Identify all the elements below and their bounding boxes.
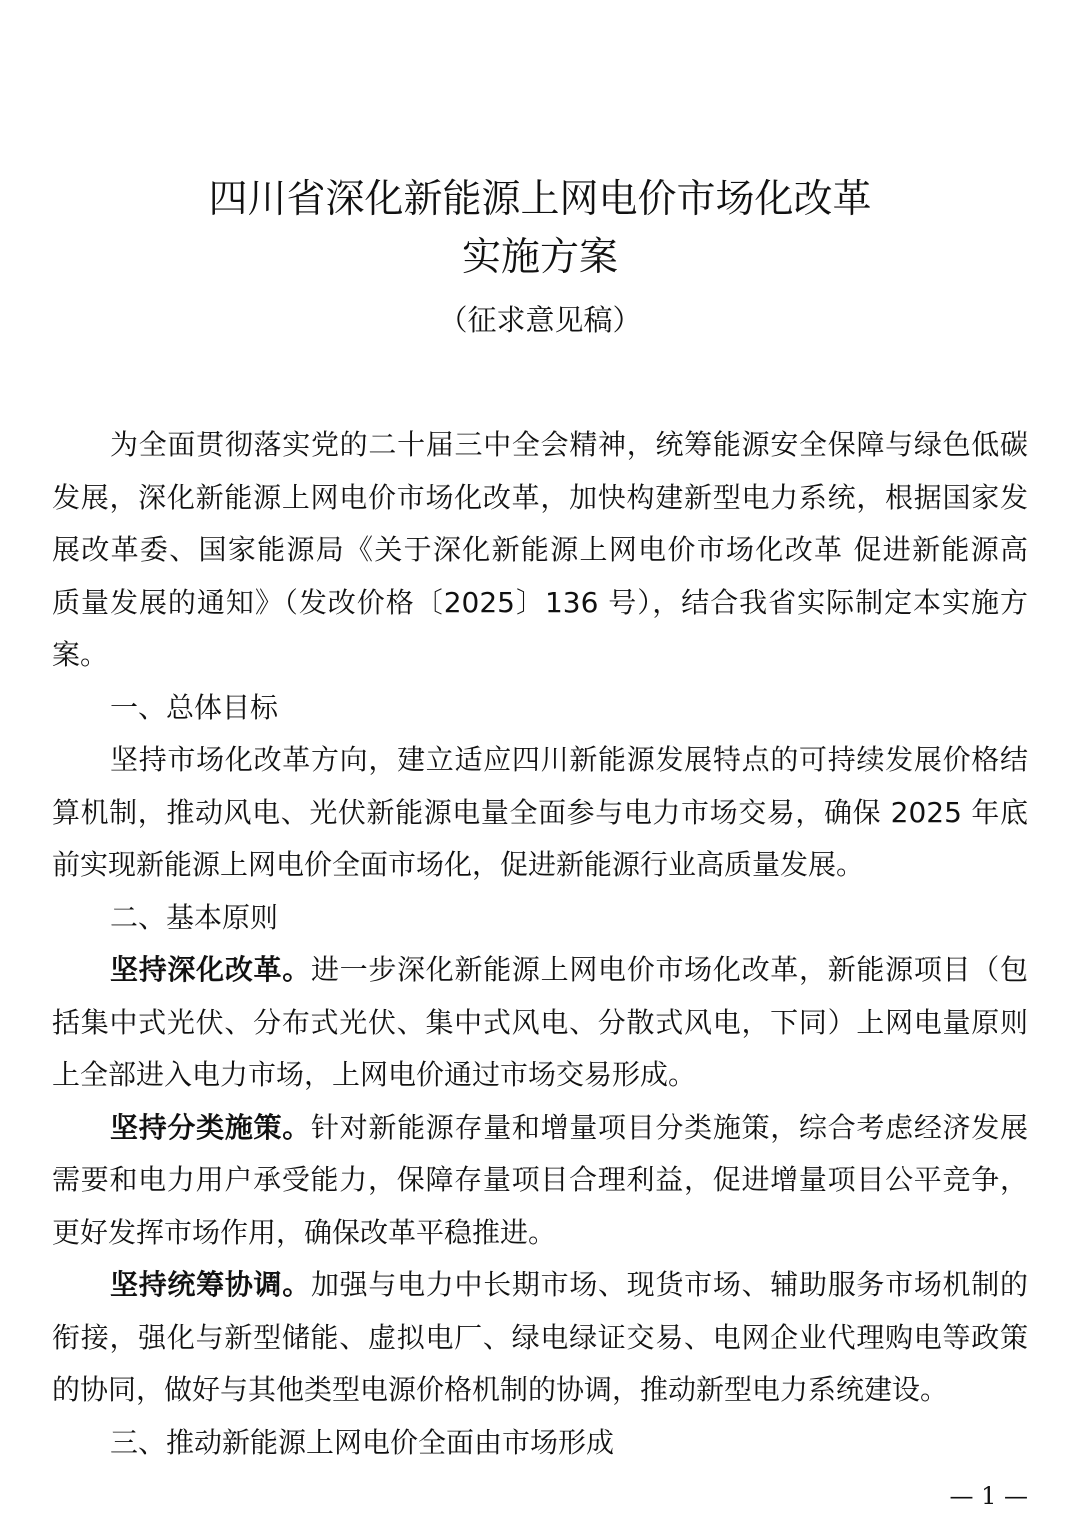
text-line [52,472,1028,525]
document-body [52,419,1028,1469]
principle-title: 坚持深化改革。 [110,953,311,986]
text-run: 衔接，强化与新型储能、虚拟电厂、绿电绿证交易、电网企业代理购电等政策 [52,1320,1028,1354]
text-line [52,419,1028,472]
text-run: 更好发挥市场作用，确保改革平稳推进。 [52,1215,557,1249]
text-run: 进一步深化新能源上网电价市场化改革，新能源项目（包 [310,953,1028,986]
text-line [52,577,1028,630]
text-run: 算机制，推动风电、光伏新能源电量全面参与电力市场交易，确保 2025 年底 [52,795,1028,829]
page-number: — 1 — [949,1482,1028,1510]
section-heading [52,892,1028,945]
text-line [52,787,1028,840]
section-heading [52,1417,1028,1470]
text-line [52,1259,1028,1312]
principle-title: 坚持统筹协调。 [110,1268,311,1301]
text-line [52,1364,1028,1417]
text-run: 展改革委、国家能源局《关于深化新能源上网电价市场化改革 促进新能源高 [52,533,1028,566]
text-run: 针对新能源存量和增量项目分类施策，综合考虑经济发展 [310,1110,1028,1144]
text-line [52,629,1028,682]
text-line [52,1154,1028,1207]
document-subtitle: （征求意见稿） [438,303,642,337]
text-run: 需要和电力用户承受能力，保障存量项目合理利益，促进增量项目公平竞争， [52,1163,1028,1196]
text-run: 二、基本原则 [110,900,279,934]
text-run: 一、总体目标 [110,690,279,724]
text-line [52,839,1028,892]
text-line [52,1049,1028,1102]
principle-title: 坚持分类施策。 [110,1110,311,1144]
text-run: 案。 [52,638,109,671]
text-line [52,997,1028,1050]
document-title: 四川省深化新能源上网电价市场化改革 [208,177,872,222]
text-line [52,734,1028,787]
text-run: 括集中式光伏、分布式光伏、集中式风电、分散式风电，下同）上网电量原则 [52,1005,1028,1039]
text-run: 坚持市场化改革方向，建立适应四川新能源发展特点的可持续发展价格结 [110,743,1028,776]
text-line [52,524,1028,577]
text-line [52,1102,1028,1155]
text-line [52,1207,1028,1260]
text-run: 前实现新能源上网电价全面市场化，促进新能源行业高质量发展。 [52,848,865,881]
text-run: 发展，深化新能源上网电价市场化改革，加快构建新型电力系统，根据国家发 [52,480,1028,514]
text-run: 为全面贯彻落实党的二十届三中全会精神，统筹能源安全保障与绿色低碳 [110,428,1028,461]
section-heading [52,682,1028,735]
text-run: 的协同，做好与其他类型电源价格机制的协调，推动新型电力系统建设。 [52,1373,949,1406]
text-line [52,944,1028,997]
text-run: 上全部进入电力市场，上网电价通过市场交易形成。 [52,1058,697,1091]
text-line [52,1312,1028,1365]
text-run: 质量发展的通知》（发改价格〔2025〕136 号），结合我省实际制定本实施方 [52,585,1028,619]
text-run: 三、推动新能源上网电价全面由市场形成 [110,1425,615,1459]
document-title-line2: 实施方案 [461,235,618,280]
text-run: 加强与电力中长期市场、现货市场、辅助服务市场机制的 [310,1268,1028,1301]
